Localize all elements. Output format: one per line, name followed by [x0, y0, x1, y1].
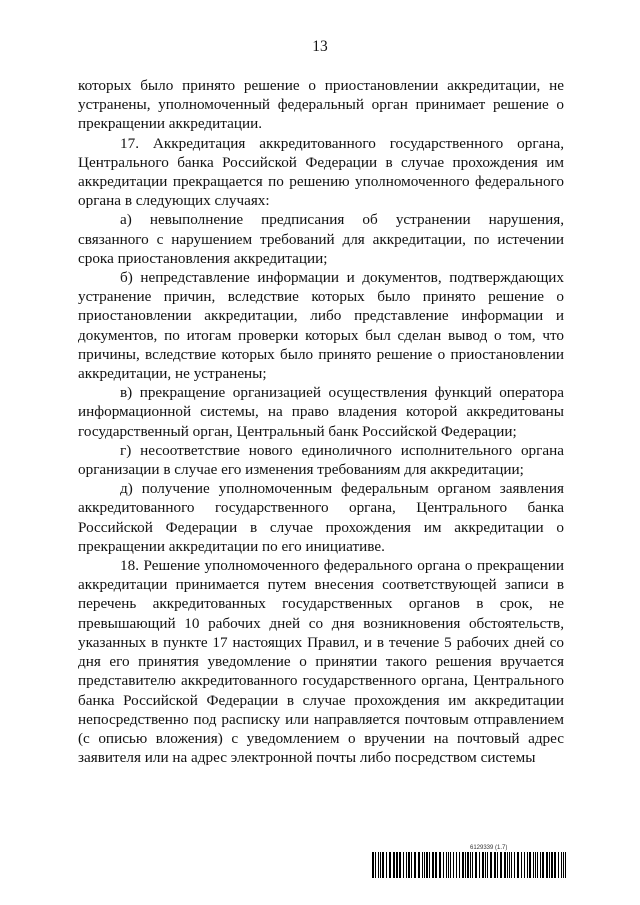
page-number: 13 [312, 38, 328, 55]
document-code: 6129339 (1.7) [470, 845, 508, 851]
subitem-a: а) невыполнение предписания об устранении нарушения, связанного с нарушением требований для аккредитации, по истечении срока приостановления аккредитации; [78, 211, 564, 267]
paragraph-item-17: 17. Аккредитация аккредитованного государственного органа, Центрального банка Российской Федерации в случае прохождения им аккредитации прекращается по решению уполномоченного федерального органа в следующих случаях: [78, 134, 564, 210]
paragraph-item-18: 18. Решение уполномоченного федерального органа о прекращении аккредитации принимается путем внесения соответствующей записи в перечень аккредитованных государственных органов в срок, не превышающий 10 рабочих дней со дня возникновения обстоятельств, указанных в пункте 17 настоящих Правил, и в течение 5 рабочих дней со дня его принятия уведомление о принятии такого решения вручается представителю аккредитованного государственного органа, Центрального банка Российской Федерации в случае прохождения им аккредитации непосредственно под расписку или направляется почтовым отправлением (с описью вложения) с уведомлением о вручении на почтовый адрес заявителя или на адрес электронной почты либо посредством системы [78, 557, 564, 767]
document-body [78, 76, 564, 767]
subitem-d: д) получение уполномоченным федеральным органом заявления аккредитованного государственного органа, Центрального банка Российской Федерации в случае прохождения им аккредитации о прекращении аккредитации по его инициативе. [78, 480, 564, 555]
paragraph-continuation: которых было принято решение о приостановлении аккредитации, не устранены, уполномоченный федеральный орган принимает решение о прекращении аккредитации. [78, 77, 564, 133]
subitem-v: в) прекращение организацией осуществления функций оператора информационной системы, на право владения которой аккредитованы государственный орган, Центральный банк Российской Федерации; [78, 384, 564, 440]
barcode-image [372, 852, 568, 878]
subitem-b: б) непредставление информации и документов, подтверждающих устранение причин, вследствие которых было принято решение о приостановлении аккредитации, либо представление информации и документов, по итогам проверки которых был сделан вывод о том, что причины, вследствие которых было принято решение о приостановлении аккредитации, не устранены; [78, 269, 564, 383]
subitem-g: г) несоответствие нового единоличного исполнительного органа организации в случае его изменения требованиям для аккредитации; [78, 441, 564, 479]
